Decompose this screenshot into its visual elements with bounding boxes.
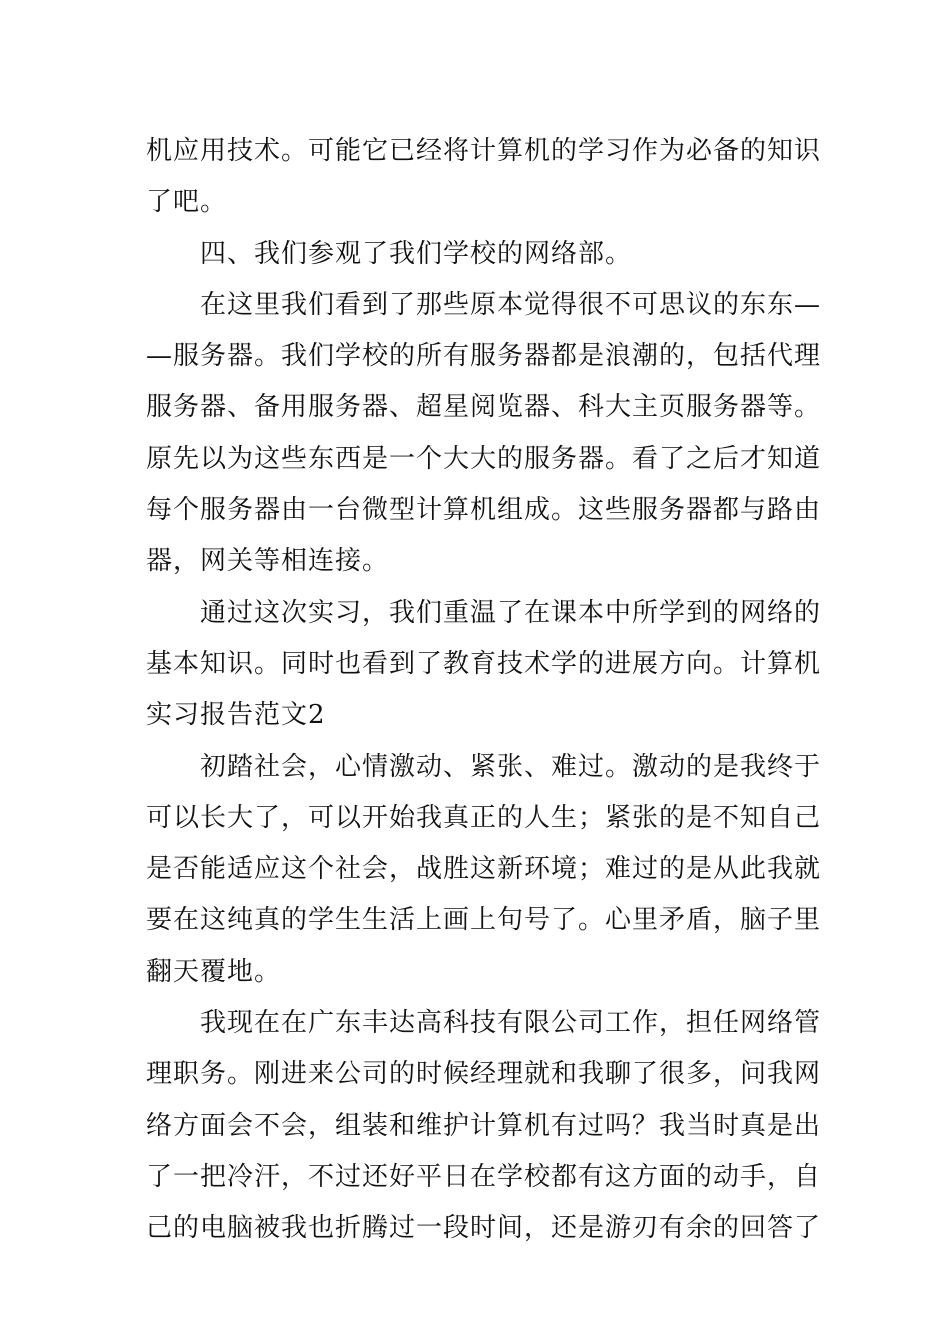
text-line: 了吧。 xyxy=(146,187,228,218)
text-line: 实习报告范文2 xyxy=(146,700,326,731)
text-line: 是否能适应这个社会，战胜这新环境；难过的是从此我就 xyxy=(146,854,822,885)
text-line: 在这里我们看到了那些原本觉得很不可思议的东东— xyxy=(200,289,822,320)
text-line: 基本知识。同时也看到了教育技术学的进展方向。计算机 xyxy=(146,648,822,679)
text-line: 己的电脑被我也折腾过一段时间，还是游刃有余的回答了 xyxy=(146,1213,822,1244)
section-heading: 四、我们参观了我们学校的网络部。 xyxy=(200,238,633,269)
text-line: 原先以为这些东西是一个大大的服务器。看了之后才知道 xyxy=(146,443,822,474)
text-line: 了一把冷汗，不过还好平日在学校都有这方面的动手，自 xyxy=(146,1161,822,1192)
text-line: 通过这次实习，我们重温了在课本中所学到的网络的 xyxy=(200,597,822,628)
text-line: 机应用技术。可能它已经将计算机的学习作为必备的知识 xyxy=(146,136,822,166)
text-line: 要在这纯真的学生生活上画上句号了。心里矛盾，脑子里 xyxy=(146,905,822,936)
text-line: —服务器。我们学校的所有服务器都是浪潮的，包括代理 xyxy=(146,341,822,372)
text-line: 初踏社会，心情激动、紧张、难过。激动的是我终于 xyxy=(200,751,822,782)
text-line: 每个服务器由一台微型计算机组成。这些服务器都与路由 xyxy=(146,495,822,526)
text-line: 器，网关等相连接。 xyxy=(146,546,390,577)
text-line: 我现在在广东丰达高科技有限公司工作，担任网络管 xyxy=(200,1008,822,1039)
text-line: 理职务。刚进来公司的时候经理就和我聊了很多，问我网 xyxy=(146,1059,822,1090)
text-line: 翻天覆地。 xyxy=(146,956,282,987)
text-line: 可以长大了，可以开始我真正的人生；紧张的是不知自己 xyxy=(146,802,822,833)
text-line: 服务器、备用服务器、超星阅览器、科大主页服务器等。 xyxy=(146,392,822,423)
text-line: 络方面会不会，组装和维护计算机有过吗？我当时真是出 xyxy=(146,1110,822,1141)
document-body xyxy=(146,126,822,1255)
